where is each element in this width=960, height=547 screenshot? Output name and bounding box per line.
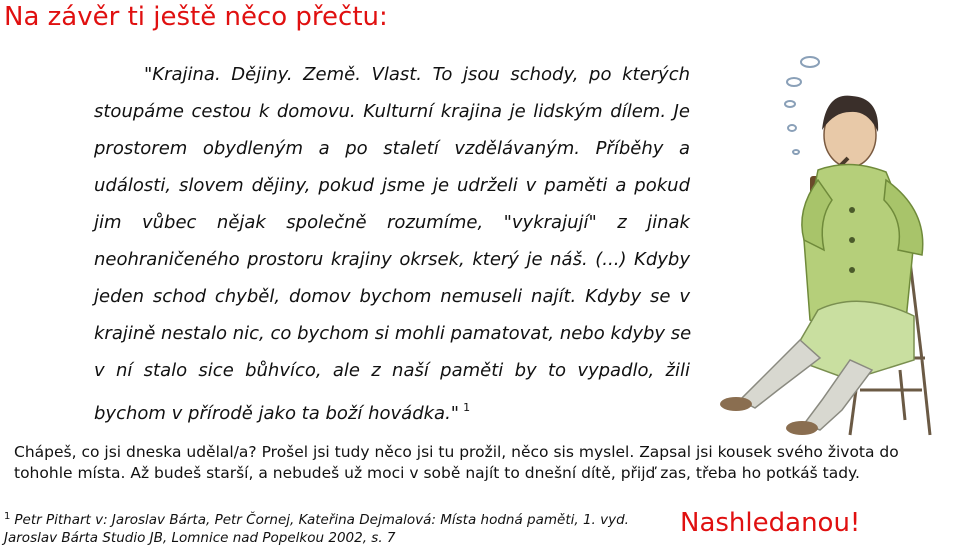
- quote-line: jeden schod chyběl, domov bychom nemuseli najít. Kdyby se v: [94, 286, 690, 307]
- footnote-ref: 1: [463, 401, 471, 414]
- footnote-marker: 1: [4, 511, 11, 522]
- quote-line: krajině nestalo nic, co bychom si mohli pamatovat, nebo kdyby se: [94, 323, 692, 344]
- quote-line: bychom v přírodě jako ta boží hovádka.": [94, 403, 460, 424]
- boy-sitting-illustration: [700, 40, 958, 440]
- quote-line: události, slovem dějiny, pokud jsme je udrželi v paměti a pokud: [94, 175, 690, 196]
- footnote-text-1: Petr Pithart v: Jaroslav Bárta, Petr Čornej, Kateřina Dejmalová: Místa hodná paměti, 1. vyd.: [14, 512, 629, 528]
- footnote-line-2: Jaroslav Bárta Studio JB, Lomnice nad Popelkou 2002, s. 7: [4, 530, 396, 546]
- quote-line: jim vůbec nějak společně rozumíme, "vykrajují" z jinak: [94, 212, 690, 233]
- smoke-bubbles-icon: [785, 57, 819, 154]
- quote-line: prostorem obydleným a po staletí vzdělávaným. Příběhy a: [94, 138, 690, 159]
- quote-line: "Krajina. Dějiny. Země. Vlast. To jsou schody, po kterých: [144, 64, 690, 85]
- page-title: Na závěr ti ještě něco přečtu:: [4, 2, 388, 32]
- quote-line: neohraničeného prostoru krajiny okrsek, který je náš. (...) Kdyby: [94, 249, 690, 270]
- quote-last-line: [94, 389, 690, 426]
- quote-block: [94, 56, 690, 426]
- quote-line: stoupáme cestou k domovu. Kulturní krajina je lidským dílem. Je: [94, 101, 690, 122]
- farewell-text: Nashledanou!: [680, 508, 861, 538]
- footnote-line-1: [4, 508, 644, 529]
- body-paragraph: Chápeš, co jsi dneska udělal/a? Prošel jsi tudy něco jsi tu prožil, něco sis myslel. Zapsal jsi kousek svého života do tohohle místa. Až budeš starší, a nebudeš už moci v sobě najít to dnešní dítě, přijď zas, třeba ho potkáš tady.: [14, 443, 899, 482]
- quote-line: v ní stalo sice bůhvíco, ale z naší paměti by to vypadlo, žili: [94, 360, 690, 381]
- footnote: [4, 508, 644, 547]
